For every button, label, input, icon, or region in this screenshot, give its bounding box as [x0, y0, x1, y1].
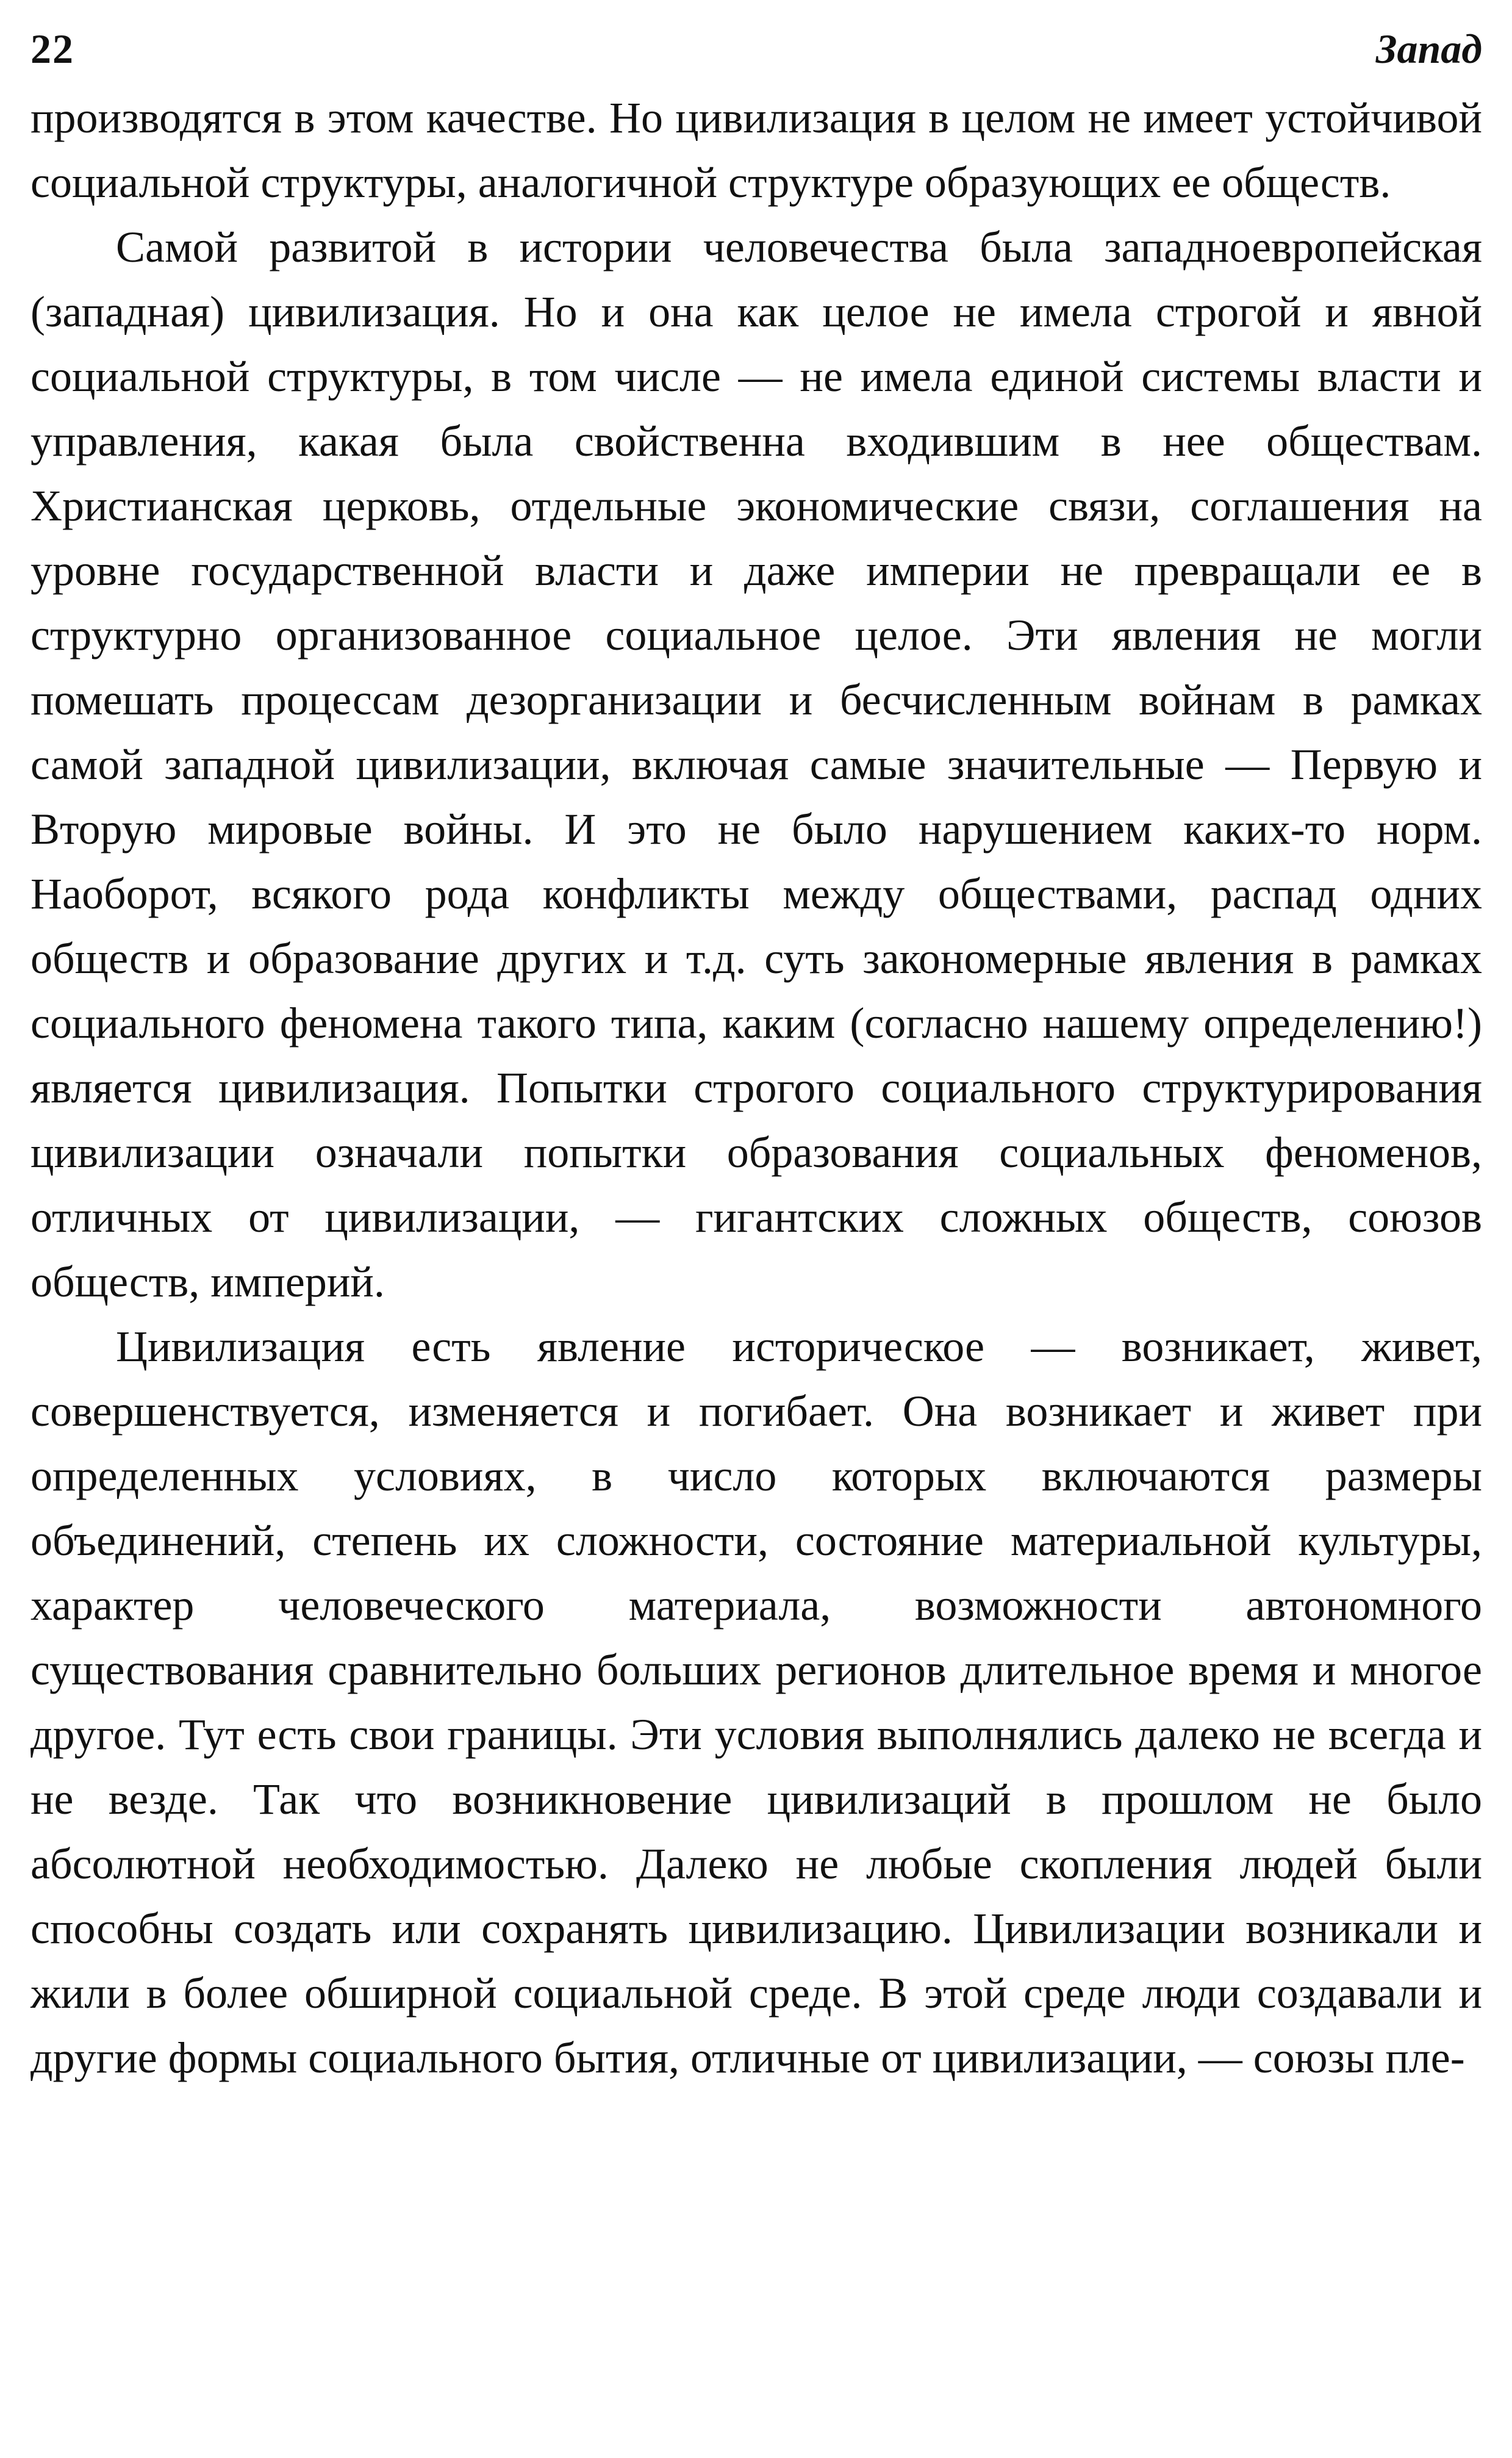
page-number: 22: [30, 26, 74, 72]
paragraph: Самой развитой в истории человечества была западноевропейская (западная) цивилизация. Но и она как целое не имела строгой и явной социальной структуры, в том числе — не имела единой системы власти и управления, какая была свойственна входившим в нее обществам. Христианская церковь, отдельные экономические связи, соглашения на уровне государственной власти и даже империи не превращали ее в структурно организованное социальное целое. Эти явления не могли помешать процессам дезорганизации и бесчисленным войнам в рамках самой западной цивилизации, включая самые значительные — Первую и Вторую мировые войны. И это не было нарушением каких-то норм. Наоборот, всякого рода конфликты между обществами, распад одних обществ и образование других и т.д. суть закономерные явления в рамках социального феномена такого типа, каким (согласно нашему определению!) является цивилизация. Попытки строгого социального структурирования цивилизации означали попытки образования социальных феноменов, отличных от цивилизации, — гигантских сложных обществ, союзов обществ, империй.: [30, 223, 1482, 1306]
running-title: Запад: [1375, 26, 1482, 72]
body-text: [30, 85, 1482, 2090]
page-header: [30, 12, 1482, 85]
paragraph: производятся в этом качестве. Но цивилизация в целом не имеет устойчивой социальной структуры, аналогичной структуре образующих ее обществ.: [30, 93, 1482, 207]
book-page: [30, 12, 1482, 2090]
paragraph: Цивилизация есть явление историческое — возникает, живет, совершенствуется, изменяется и погибает. Она возникает и живет при определенных условиях, в число которых включаются размеры объединений, степень их сложности, состояние материальной культуры, характер человеческого материала, возможности автономного существования сравнительно больших регионов длительное время и многое другое. Тут есть свои границы. Эти условия выполнялись далеко не всегда и не везде. Так что возникновение цивилизаций в прошлом не было абсолютной необходимостью. Далеко не любые скопления людей были способны создать или сохранять цивилизацию. Цивилизации возникали и жили в более обширной социальной среде. В этой среде люди создавали и другие формы социального бытия, отличные от цивилизации, — союзы пле-: [30, 1322, 1482, 2082]
